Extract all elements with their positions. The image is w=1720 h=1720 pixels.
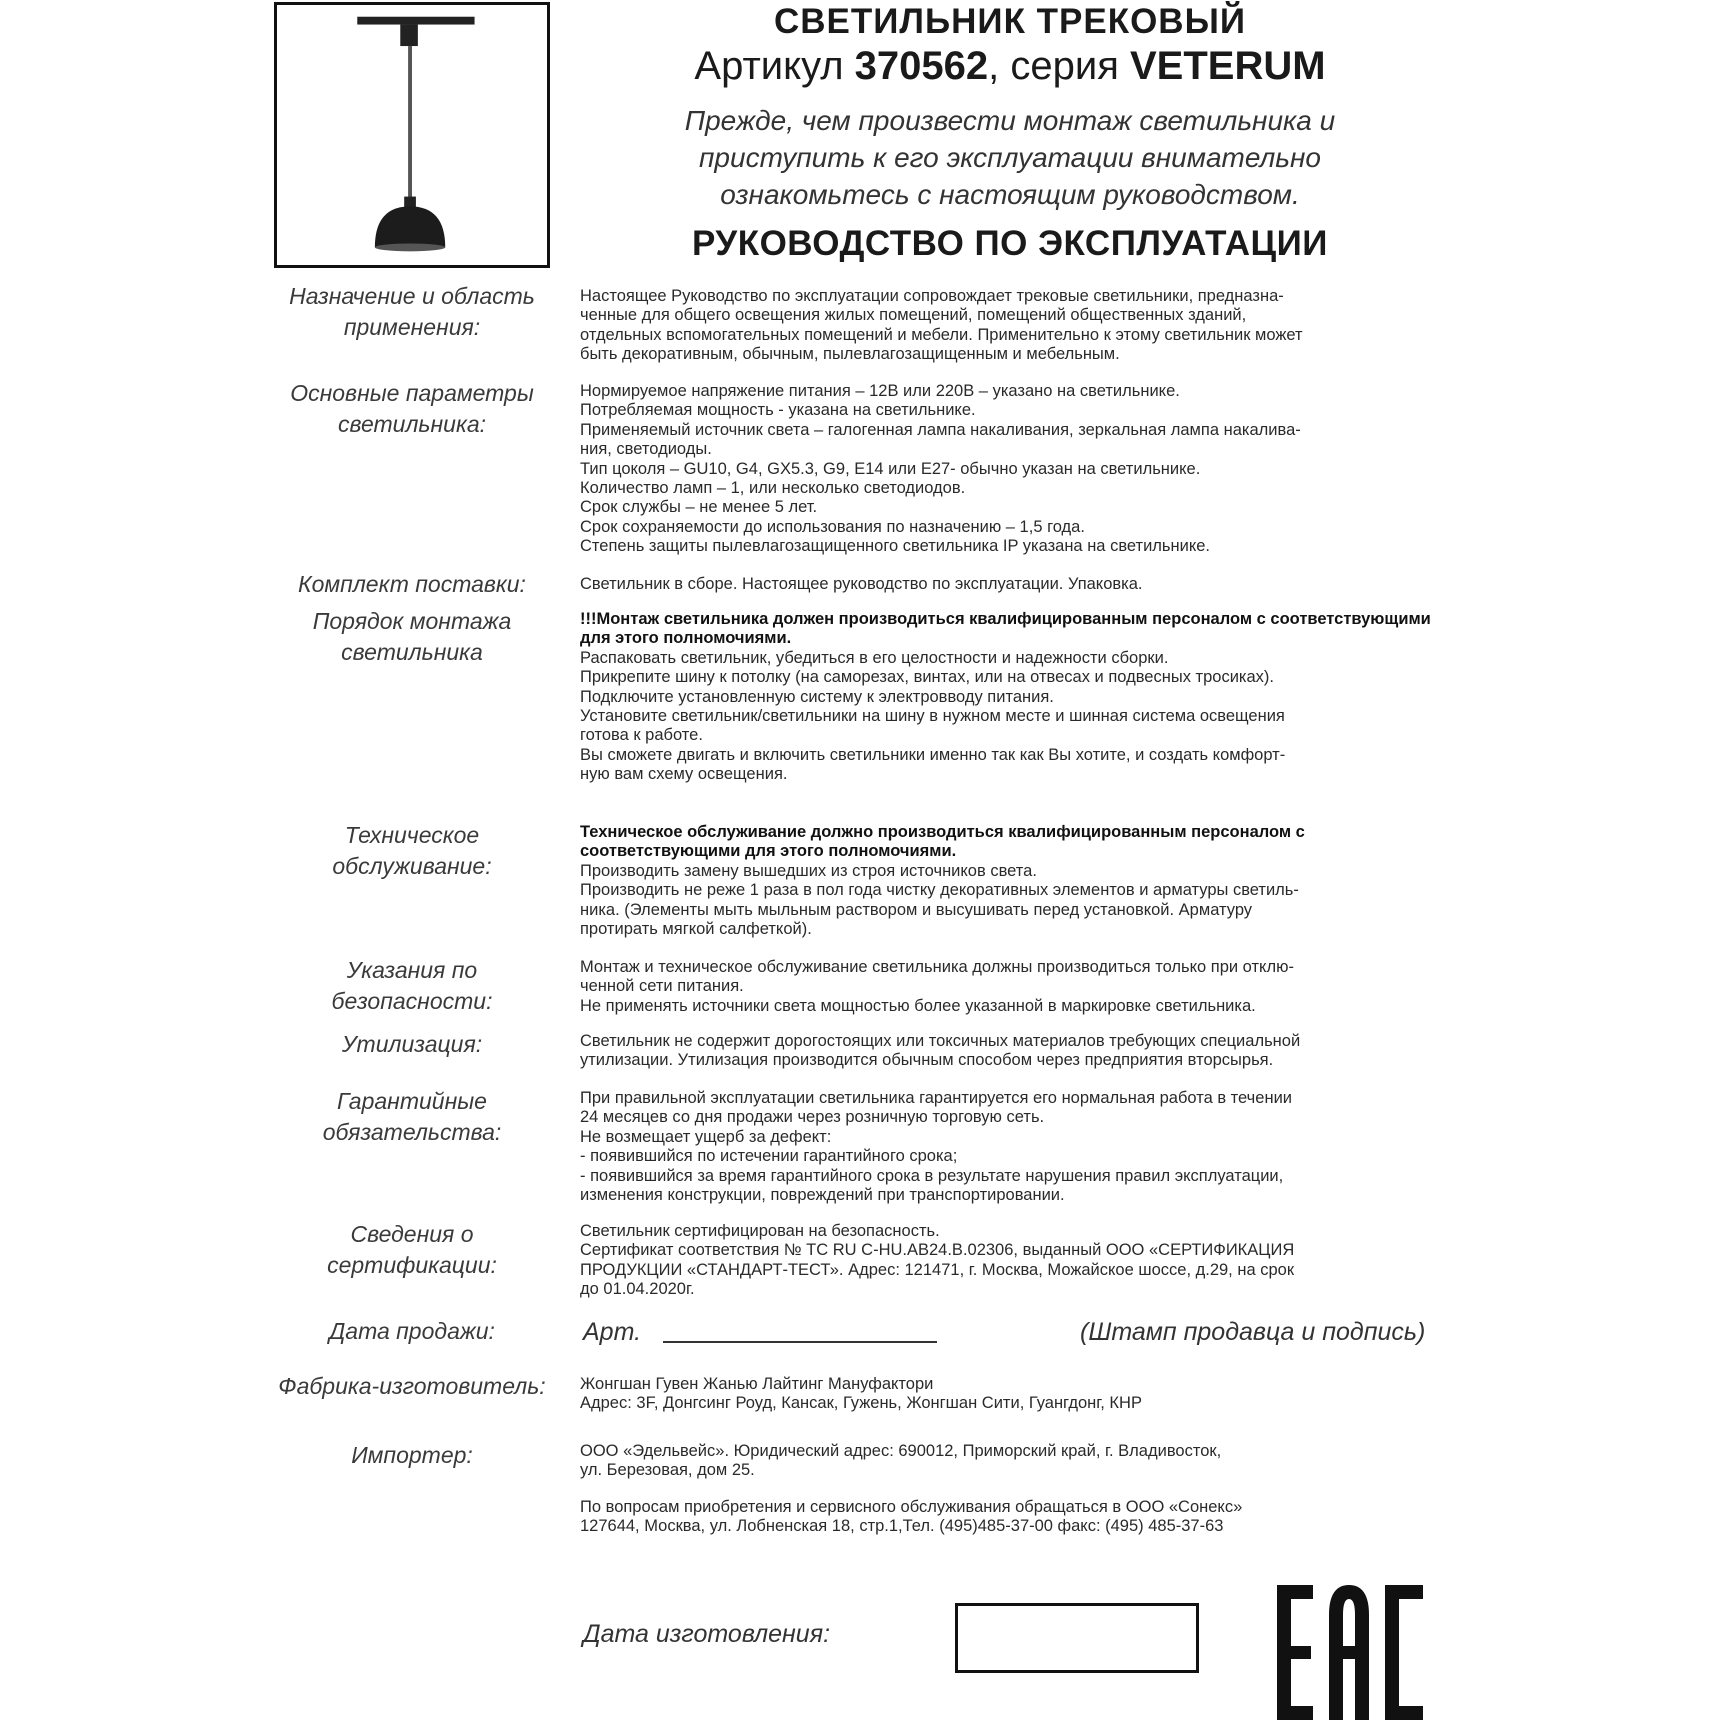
parameters-body — [580, 382, 1440, 557]
importer-line: ул. Березовая, дом 25. — [580, 1461, 755, 1480]
installation-line: Распаковать светильник, убедиться в его целостности и надежности сборки. — [580, 648, 1169, 667]
sale-date-label: Дата продажи: — [329, 1318, 495, 1344]
installation-line: ную вам схему освещения. — [580, 765, 788, 784]
track-pendant-lamp-icon — [277, 5, 547, 265]
safety-body — [580, 958, 1440, 1016]
maintenance-line: ника. (Элементы мыть мыльным раствором и высушивать перед установкой. Арматуру — [580, 900, 1253, 919]
eac-mark-icon — [1277, 1585, 1423, 1720]
service-contact-line: По вопросам приобретения и сервисного обслуживания обращаться в ООО «Сонекс» — [580, 1498, 1243, 1516]
installation-line: Прикрепите шину к потолку (на саморезах, винтах, или на отвесах и подвесных тросиках). — [580, 668, 1274, 687]
warranty-line: 24 месяцев со дня продажи через розничную торговую сеть. — [580, 1108, 1045, 1127]
parameters-line: ния, светодиоды. — [580, 440, 712, 459]
maintenance-line: протирать мягкой салфеткой). — [580, 920, 812, 939]
kit-line: Светильник в сборе. Настоящее руководство по эксплуатации. Упаковка. — [580, 575, 1143, 593]
parameters-line: Нормируемое напряжение питания – 12В или 220В – указано на светильнике. — [580, 382, 1180, 400]
parameters-label: Основные параметры светильника: — [290, 380, 534, 437]
certification-line: до 01.04.2020г. — [580, 1280, 695, 1299]
installation-line: Подключите установленную систему к электровводу питания. — [580, 687, 1054, 706]
document-title: СВЕТИЛЬНИК ТРЕКОВЫЙ — [773, 2, 1247, 41]
parameters-line: Потребляемая мощность - указана на светильнике. — [580, 401, 976, 420]
article-line — [610, 44, 1410, 89]
maintenance-line: Производить замену вышедших из строя источников света. — [580, 861, 1037, 880]
safety-label: Указания по безопасности: — [331, 957, 493, 1014]
installation-body — [580, 610, 1440, 785]
disposal-line: утилизации. Утилизация производится обычным способом через предприятия вторсырья. — [580, 1051, 1274, 1070]
warranty-body — [580, 1089, 1440, 1205]
certification-label: Сведения о сертификации: — [327, 1221, 497, 1278]
certification-line: Светильник сертифицирован на безопасность. — [580, 1222, 940, 1240]
seller-stamp-label: (Штамп продавца и подпись) — [1080, 1318, 1426, 1346]
maintenance-warning: Техническое обслуживание должно производиться квалифицированным персоналом с соответствующими для этого полномочиями. — [580, 823, 1305, 861]
manufacturer-line: Жонгшан Гувен Жанью Лайтинг Мануфактори — [580, 1375, 934, 1393]
disposal-body — [580, 1032, 1440, 1071]
purpose-line: отдельных вспомогательных помещений и мебели. Применительно к этому светильник может — [580, 325, 1303, 344]
purpose-label: Назначение и область применения: — [289, 283, 535, 340]
maintenance-body — [580, 823, 1440, 939]
manual-title: РУКОВОДСТВО ПО ЭКСПЛУАТАЦИИ — [692, 224, 1328, 263]
installation-label: Порядок монтажа светильника — [312, 608, 512, 665]
parameters-line: Срок службы – не менее 5 лет. — [580, 498, 818, 517]
warranty-line: изменения конструкции, повреждений при транспортировании. — [580, 1186, 1065, 1205]
purpose-body — [580, 287, 1440, 365]
certification-body — [580, 1222, 1440, 1300]
parameters-line: Количество ламп – 1, или несколько светодиодов. — [580, 479, 966, 498]
certification-line: Сертификат соответствия № ТС RU С-HU.АВ24.В.02306, выданный ООО «СЕРТИФИКАЦИЯ — [580, 1241, 1295, 1260]
safety-line: ченной сети питания. — [580, 977, 744, 996]
article-number: 370562 — [854, 44, 989, 88]
sale-art-label: Арт. — [583, 1318, 642, 1346]
product-image — [274, 2, 550, 268]
purpose-line: Настоящее Руководство по эксплуатации сопровождает трековые светильники, предназна- — [580, 287, 1284, 305]
certification-line: ПРОДУКЦИИ «СТАНДАРТ-ТЕСТ». Адрес: 121471, г. Москва, Можайское шоссе, д.29, на срок — [580, 1260, 1295, 1279]
manufacturer-body — [580, 1375, 1440, 1414]
purpose-line: ченные для общего освещения жилых помещений, помещений общественных зданий, — [580, 306, 1247, 325]
maintenance-label: Техническое обслуживание: — [332, 822, 492, 879]
importer-body — [580, 1442, 1440, 1481]
installation-line: Установите светильник/светильники на шину в нужном месте и шинная система освещения — [580, 707, 1285, 726]
service-contact-line: 127644, Москва, ул. Лобненская 18, стр.1,Тел. (495)485-37-00 факс: (495) 485-37-63 — [580, 1517, 1224, 1536]
parameters-line: Тип цоколя – GU10, G4, GX5.3, G9, E14 или E27- обычно указан на светильнике. — [580, 459, 1201, 478]
sale-art-field[interactable] — [663, 1341, 937, 1343]
disposal-label: Утилизация: — [341, 1031, 483, 1057]
disposal-line: Светильник не содержит дорогостоящих или токсичных материалов требующих специальной — [580, 1032, 1301, 1050]
intro-text: Прежде, чем произвести монтаж светильника и приступить к его эксплуатации внимательно ознакомьтесь с настоящим руководством. — [684, 105, 1336, 210]
installation-line: готова к работе. — [580, 726, 703, 745]
service-contact-body — [580, 1498, 1440, 1537]
parameters-line: Применяемый источник света – галогенная лампа накаливания, зеркальная лампа накалива- — [580, 420, 1301, 439]
installation-warning: !!!Монтаж светильника должен производиться квалифицированным персоналом с соответствующими для этого полномочиями. — [580, 610, 1431, 648]
parameters-line: Срок сохраняемости до использования по назначению – 1,5 года. — [580, 517, 1085, 536]
warranty-line: - появившийся по истечении гарантийного срока; — [580, 1147, 958, 1166]
warranty-label: Гарантийные обязательства: — [322, 1088, 502, 1145]
importer-label: Импортер: — [351, 1442, 473, 1468]
manufacturer-line: Адрес: 3F, Донгсинг Роуд, Кансак, Гужень, Жонгшан Сити, Гуангдонг, КНР — [580, 1394, 1142, 1413]
kit-label: Комплект поставки: — [298, 571, 526, 597]
installation-line: Вы сможете двигать и включить светильники именно так как Вы хотите, и создать комфорт- — [580, 745, 1286, 764]
series-name: VETERUM — [1130, 44, 1326, 88]
maintenance-line: Производить не реже 1 раза в пол года чистку декоративных элементов и арматуры светиль- — [580, 881, 1299, 900]
safety-line: Монтаж и техническое обслуживание светильника должны производиться только при отклю- — [580, 958, 1294, 976]
manufacture-date-box[interactable] — [955, 1603, 1199, 1673]
kit-body — [580, 575, 1440, 594]
warranty-line: - появившийся за время гарантийного срока в результате нарушения правил эксплуатации, — [580, 1166, 1284, 1185]
manufacture-date-label: Дата изготовления: — [583, 1620, 831, 1648]
article-prefix: Артикул — [694, 44, 844, 88]
eac-mark — [1277, 1585, 1423, 1720]
manufacturer-label: Фабрика-изготовитель: — [278, 1373, 546, 1399]
importer-line: ООО «Эдельвейс». Юридический адрес: 690012, Приморский край, г. Владивосток, — [580, 1442, 1222, 1460]
series-prefix: , серия — [988, 44, 1119, 88]
safety-line: Не применять источники света мощностью более указанной в маркировке светильника. — [580, 996, 1256, 1015]
warranty-line: При правильной эксплуатации светильника гарантируется его нормальная работа в течении — [580, 1089, 1293, 1107]
warranty-line: Не возмещает ущерб за дефект: — [580, 1127, 832, 1146]
purpose-line: быть декоративным, обычным, пылевлагозащищенным и мебельным. — [580, 345, 1120, 364]
parameters-line: Степень защиты пылевлагозащищенного светильника IP указана на светильнике. — [580, 537, 1211, 556]
